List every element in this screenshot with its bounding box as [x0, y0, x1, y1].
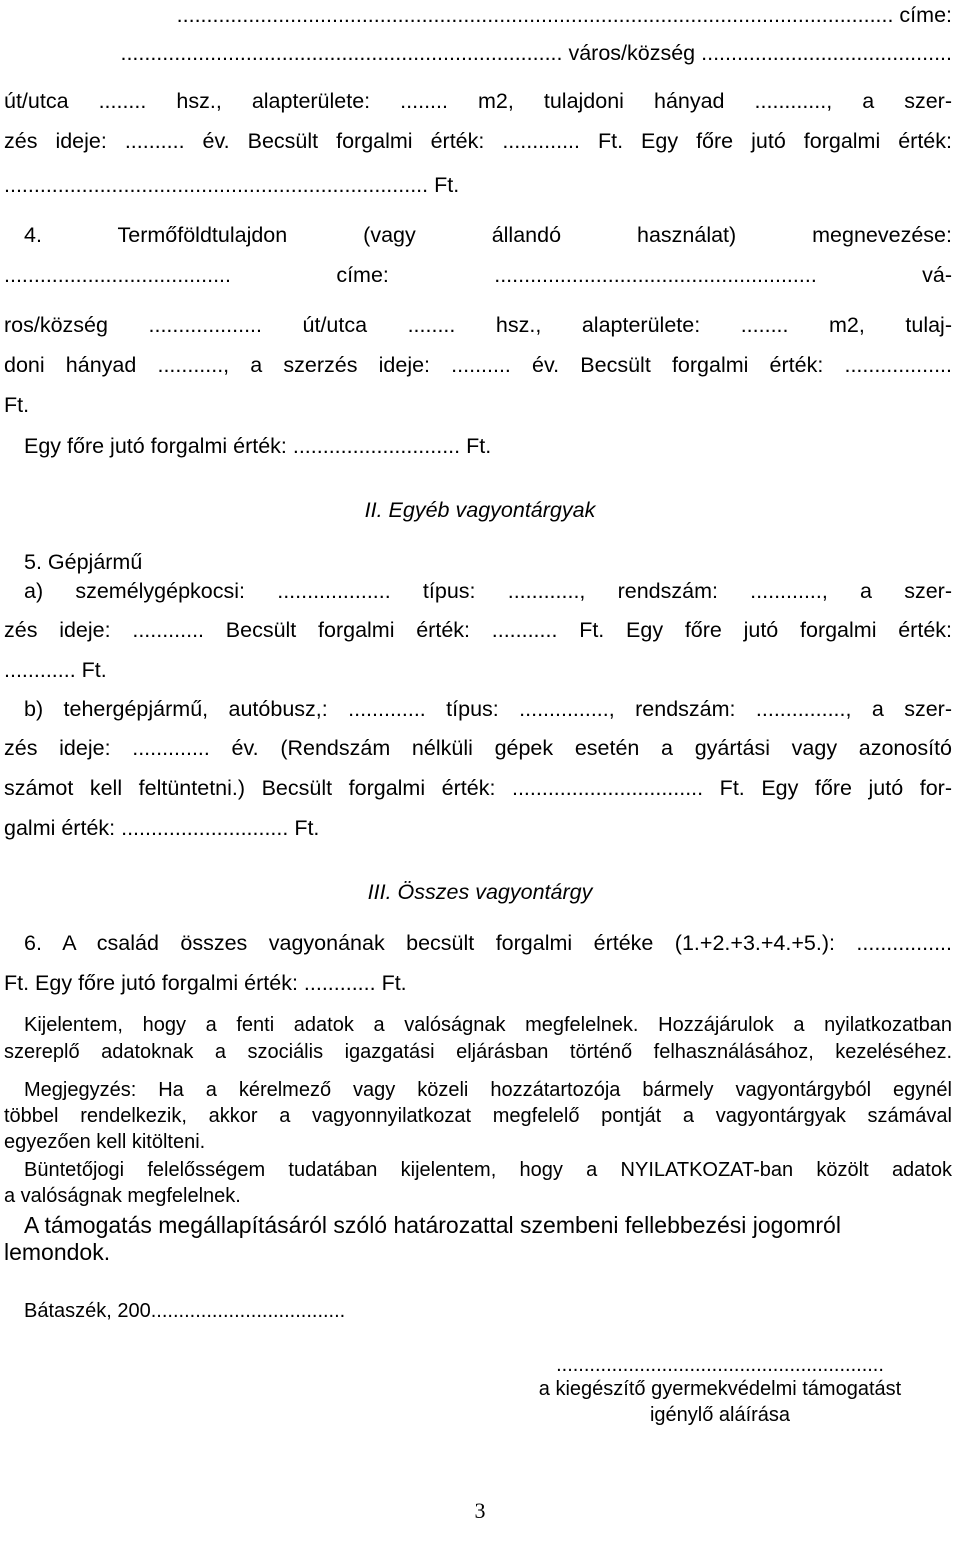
address-line-1: ........................................................................................................................ címe: — [176, 3, 952, 27]
item5a-line-3: ............ Ft. — [4, 658, 107, 682]
liability-line-2: a valóságnak megfelelnek. — [4, 1185, 241, 1207]
item6-line-2: Ft. Egy főre jutó forgalmi érték: ............ Ft. — [4, 971, 407, 995]
address-line-4: zés ideje: .......... év. Becsült forgalmi érték: ............. Ft. Egy főre jutó forgalmi érték: — [4, 129, 952, 153]
item6-line-1: 6. A család összes vagyonának becsült forgalmi értéke (1.+2.+3.+4.+5.): ................ — [24, 931, 952, 955]
item4-title: 4. Termőföldtulajdon (vagy állandó használat) megnevezése: — [24, 223, 952, 247]
appeal-waiver-line-2: lemondok. — [4, 1239, 111, 1265]
section-iii-heading: III. Összes vagyontárgy — [367, 880, 593, 904]
signature-dots: ........................................................... — [556, 1354, 884, 1376]
address-line-3: út/utca ........ hsz., alapterülete: ........ m2, tulajdoni hányad ............, a szer- — [4, 89, 952, 113]
item4-line-3: ros/község ................... út/utca ........ hsz., alapterülete: ........ m2, tulaj- — [4, 313, 952, 337]
item5b-line-3: számot kell feltüntetni.) Becsült forgalmi érték: ................................ Ft. Egy főre jutó for- — [4, 776, 952, 800]
note-line-2: többel rendelkezik, akkor a vagyonnyilatkozat megfelelő pontját a vagyontárgyak számával — [4, 1105, 952, 1127]
item4-line-4: doni hányad ..........., a szerzés ideje: .......... év. Becsült forgalmi érték: .................. — [4, 353, 952, 377]
signature-caption-1: a kiegészítő gyermekvédelmi támogatást — [538, 1378, 902, 1400]
signature-caption-2: igénylő aláírása — [649, 1404, 791, 1426]
item4-line-2: ...................................... címe: ...................................................... vá- — [4, 263, 952, 287]
item5b-line-2: zés ideje: ............. év. (Rendszám nélküli gépek esetén a gyártási vagy azonosító — [4, 736, 952, 760]
consent-line-2: szereplő adatoknak a szociális igazgatási eljárásban történő felhasználásához, kezeléséhez. — [4, 1041, 952, 1063]
page-number: 3 — [474, 1498, 486, 1523]
address-line-2: .......................................................................... város/község .......................................... — [120, 41, 952, 65]
appeal-waiver-line-1: A támogatás megállapításáról szóló határozattal szembeni fellebbezési jogomról — [24, 1212, 841, 1238]
item5a-line-2: zés ideje: ............ Becsült forgalmi érték: ........... Ft. Egy főre jutó forgalmi érték: — [4, 618, 952, 642]
note-line-1: Megjegyzés: Ha a kérelmező vagy közeli hozzátartozója bármely vagyontárgyból egynél — [24, 1079, 952, 1101]
liability-line-1: Büntetőjogi felelősségem tudatában kijelentem, hogy a NYILATKOZAT-ban közölt adatok — [24, 1159, 952, 1181]
note-line-3: egyezően kell kitölteni. — [4, 1131, 206, 1153]
place-date: Bátaszék, 200................................... — [24, 1300, 346, 1322]
item4-line-5: Ft. — [4, 393, 30, 417]
item5b-line-4: galmi érték: ............................ Ft. — [4, 816, 320, 840]
section-ii-heading: II. Egyéb vagyontárgyak — [364, 498, 596, 522]
item5-title: 5. Gépjármű — [24, 550, 143, 574]
item4-line-6: Egy főre jutó forgalmi érték: ............................ Ft. — [24, 434, 492, 458]
consent-line-1: Kijelentem, hogy a fenti adatok a valóságnak megfelelnek. Hozzájárulok a nyilatkozatban — [24, 1014, 952, 1036]
address-line-5: ....................................................................... Ft. — [4, 173, 460, 197]
item5b-line-1: b) tehergépjármű, autóbusz,: ............. típus: ..............., rendszám: ..............., a szer- — [24, 697, 952, 721]
item5a-line-1: a) személygépkocsi: ................... típus: ............, rendszám: ............, a szer- — [24, 579, 952, 603]
